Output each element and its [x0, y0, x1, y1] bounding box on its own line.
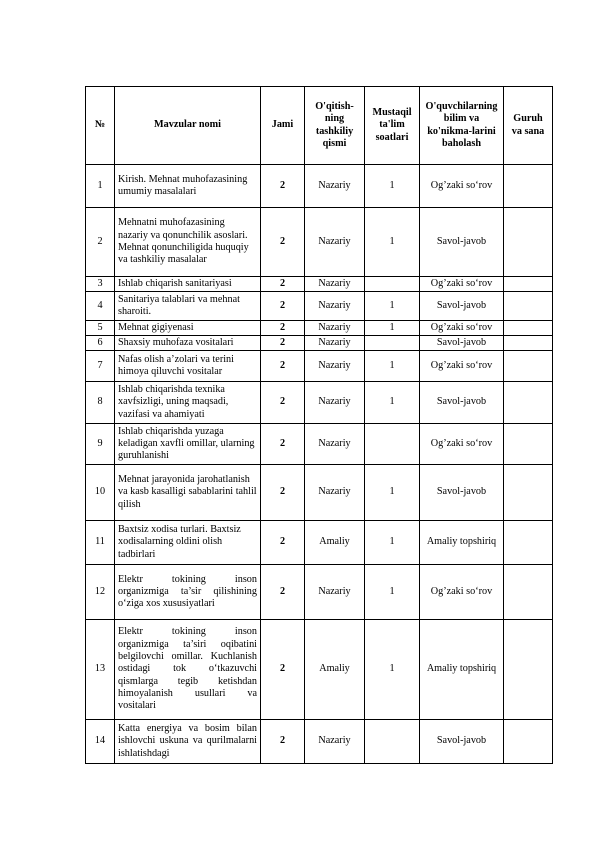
row-topic: Shaxsiy muhofaza vositalari	[115, 336, 261, 351]
row-assessment: Savol-javob	[420, 465, 504, 521]
row-group-date	[504, 165, 553, 208]
row-self-study	[365, 277, 420, 292]
table-row	[86, 277, 553, 292]
table-row	[86, 382, 553, 424]
row-total: 2	[261, 720, 305, 764]
row-self-study	[365, 720, 420, 764]
header-num: №	[86, 87, 115, 165]
row-total: 2	[261, 424, 305, 465]
header-group-date: Guruh va sana	[504, 87, 553, 165]
row-form: Nazariy	[305, 321, 365, 336]
row-number: 5	[86, 321, 115, 336]
row-group-date	[504, 620, 553, 720]
row-group-date	[504, 565, 553, 620]
row-self-study: 1	[365, 321, 420, 336]
row-assessment: Savol-javob	[420, 720, 504, 764]
row-topic: Mehnatni muhofazasining nazariy va qonunchilik asoslari. Mehnat qonunchiligida huquqiy va tashkiliy masalalar	[115, 208, 261, 277]
row-group-date	[504, 424, 553, 465]
row-assessment: Savol-javob	[420, 382, 504, 424]
row-topic: Kirish. Mehnat muhofazasining umumiy masalalari	[115, 165, 261, 208]
row-number: 9	[86, 424, 115, 465]
row-number: 10	[86, 465, 115, 521]
row-self-study: 1	[365, 620, 420, 720]
row-number: 13	[86, 620, 115, 720]
row-number: 6	[86, 336, 115, 351]
row-number: 3	[86, 277, 115, 292]
row-assessment: Og’zaki so‘rov	[420, 351, 504, 382]
row-self-study	[365, 336, 420, 351]
table-row	[86, 720, 553, 764]
row-form: Nazariy	[305, 208, 365, 277]
row-topic: Mehnat jarayonida jarohatlanish va kasb kasalligi sabablarini tahlil qilish	[115, 465, 261, 521]
row-group-date	[504, 336, 553, 351]
row-group-date	[504, 351, 553, 382]
row-form: Nazariy	[305, 424, 365, 465]
row-form: Nazariy	[305, 382, 365, 424]
row-self-study: 1	[365, 165, 420, 208]
row-total: 2	[261, 277, 305, 292]
row-self-study: 1	[365, 351, 420, 382]
table-row	[86, 424, 553, 465]
row-total: 2	[261, 321, 305, 336]
table-row	[86, 351, 553, 382]
row-assessment: Og’zaki so‘rov	[420, 424, 504, 465]
table-row	[86, 521, 553, 565]
row-number: 1	[86, 165, 115, 208]
row-group-date	[504, 208, 553, 277]
row-form: Nazariy	[305, 351, 365, 382]
row-assessment: Amaliy topshiriq	[420, 521, 504, 565]
row-assessment: Amaliy topshiriq	[420, 620, 504, 720]
row-form: Nazariy	[305, 565, 365, 620]
row-group-date	[504, 720, 553, 764]
row-group-date	[504, 321, 553, 336]
row-assessment: Savol-javob	[420, 208, 504, 277]
row-assessment: Savol-javob	[420, 292, 504, 321]
row-topic: Nafas olish a’zolari va terini himoya qiluvchi vositalar	[115, 351, 261, 382]
row-self-study: 1	[365, 465, 420, 521]
row-self-study: 1	[365, 565, 420, 620]
row-topic: Ishlab chiqarish sanitariyasi	[115, 277, 261, 292]
header-assessment: O'quvchilarning bilim va ko'nikma-larini baholash	[420, 87, 504, 165]
row-total: 2	[261, 165, 305, 208]
row-number: 2	[86, 208, 115, 277]
row-number: 12	[86, 565, 115, 620]
table-row	[86, 336, 553, 351]
row-total: 2	[261, 620, 305, 720]
row-group-date	[504, 382, 553, 424]
row-form: Nazariy	[305, 165, 365, 208]
row-number: 14	[86, 720, 115, 764]
row-self-study: 1	[365, 292, 420, 321]
header-self-study: Mustaqil ta'lim soatlari	[365, 87, 420, 165]
table-row	[86, 165, 553, 208]
row-group-date	[504, 292, 553, 321]
row-number: 11	[86, 521, 115, 565]
row-assessment: Savol-javob	[420, 336, 504, 351]
row-assessment: Og’zaki so‘rov	[420, 277, 504, 292]
row-total: 2	[261, 336, 305, 351]
row-total: 2	[261, 521, 305, 565]
row-topic: Ishlab chiqarishda texnika xavfsizligi, uning maqsadi, vazifasi va ahamiyati	[115, 382, 261, 424]
row-topic: Baxtsiz xodisa turlari. Baxtsiz xodisalarning oldini olish tadbirlari	[115, 521, 261, 565]
row-total: 2	[261, 292, 305, 321]
table-row	[86, 465, 553, 521]
header-row	[86, 87, 553, 165]
table-row	[86, 321, 553, 336]
row-form: Nazariy	[305, 465, 365, 521]
row-assessment: Og’zaki so‘rov	[420, 565, 504, 620]
row-group-date	[504, 521, 553, 565]
row-number: 4	[86, 292, 115, 321]
row-form: Nazariy	[305, 336, 365, 351]
row-form: Nazariy	[305, 720, 365, 764]
row-topic: Sanitariya talablari va mehnat sharoiti.	[115, 292, 261, 321]
table-row	[86, 292, 553, 321]
table-row	[86, 565, 553, 620]
row-total: 2	[261, 208, 305, 277]
row-topic: Elektr tokining inson organizmiga ta’siri oqibatini belgilovchi omillar. Kuchlanish ostidagi tok o‘tkazuvchi qismlarga tegib ketishdan himoyalanish usullari va vositalari	[115, 620, 261, 720]
row-self-study: 1	[365, 208, 420, 277]
table-row	[86, 620, 553, 720]
row-self-study: 1	[365, 521, 420, 565]
table-row	[86, 208, 553, 277]
row-topic: Mehnat gigiyenasi	[115, 321, 261, 336]
row-total: 2	[261, 465, 305, 521]
row-topic: Katta energiya va bosim bilan ishlovchi uskuna va qurilmalarni ishlatishdagi	[115, 720, 261, 764]
row-self-study: 1	[365, 382, 420, 424]
row-form: Nazariy	[305, 277, 365, 292]
row-total: 2	[261, 565, 305, 620]
curriculum-table	[85, 86, 553, 764]
header-total: Jami	[261, 87, 305, 165]
row-group-date	[504, 465, 553, 521]
row-self-study	[365, 424, 420, 465]
row-assessment: Og’zaki so‘rov	[420, 321, 504, 336]
row-topic: Ishlab chiqarishda yuzaga keladigan xavfli omillar, ularning guruhlanishi	[115, 424, 261, 465]
header-topic: Mavzular nomi	[115, 87, 261, 165]
row-form: Amaliy	[305, 620, 365, 720]
row-form: Amaliy	[305, 521, 365, 565]
row-topic: Elektr tokining inson organizmiga ta’sir qilishining o‘ziga xos xususiyatlari	[115, 565, 261, 620]
row-group-date	[504, 277, 553, 292]
row-total: 2	[261, 382, 305, 424]
row-number: 8	[86, 382, 115, 424]
header-theory: O'qitish-ning tashkiliy qismi	[305, 87, 365, 165]
row-number: 7	[86, 351, 115, 382]
row-assessment: Og’zaki so‘rov	[420, 165, 504, 208]
row-total: 2	[261, 351, 305, 382]
row-form: Nazariy	[305, 292, 365, 321]
